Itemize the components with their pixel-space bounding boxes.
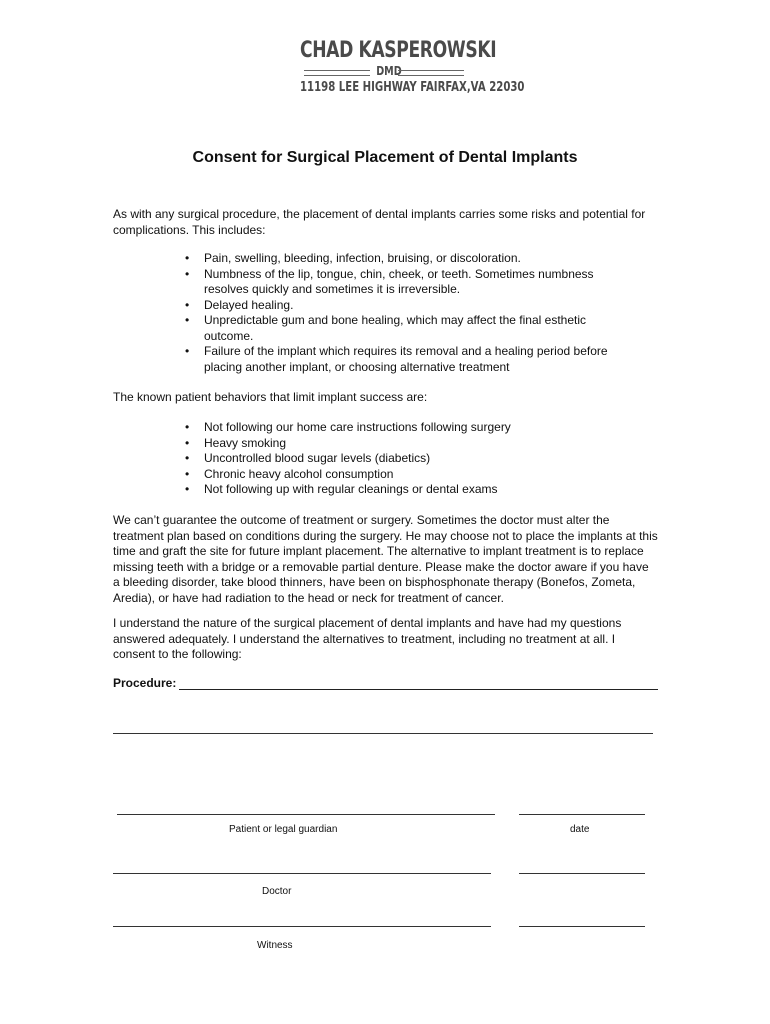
list-item: • Numbness of the lip, tongue, chin, cheek, or teeth. Sometimes numbness resolves quickly and sometimes it is irreversible. [185, 266, 594, 296]
patient-signature-label: Patient or legal guardian [229, 824, 338, 835]
doctor-signature-line[interactable] [113, 873, 491, 874]
guarantee-paragraph: We can’t guarantee the outcome of treatment or surgery. Sometimes the doctor must alter the treatment plan based on conditions during the surgery. He may choose not to place the implants at this time and graft the site for future implant placement. The alternative to implant treatment is to replace missing teeth with a bridge or a removable partial denture. Please make the doctor aware if you have a bleeding disorder, take blood thinners, have been on bisphosphonate therapy (Bonefos, Zometa, Aredia), or have had radiation to the head or neck for treatment of cancer. [113, 513, 658, 605]
witness-signature-line[interactable] [113, 926, 491, 927]
witness-date-line[interactable] [519, 926, 645, 927]
letterhead-rule-left [304, 70, 370, 76]
procedure-label: Procedure: [113, 676, 177, 690]
patient-date-line[interactable] [519, 814, 645, 815]
behaviors-intro: The known patient behaviors that limit implant success are: [113, 390, 428, 404]
list-item: • Unpredictable gum and bone healing, which may affect the final esthetic outcome. [185, 313, 587, 343]
risks-list [185, 251, 625, 375]
list-item: • Delayed healing. [185, 297, 294, 312]
procedure-input-line[interactable] [179, 689, 658, 690]
letterhead-divider [300, 66, 468, 80]
list-item: • Not following up with regular cleanings or dental exams [185, 482, 498, 496]
witness-signature-label: Witness [257, 940, 293, 951]
practice-address: 11198 LEE HIGHWAY FAIRFAX,VA 22030 [300, 80, 525, 95]
letterhead-rule-right [398, 70, 464, 76]
practice-doctor-name: CHAD KASPEROWSKI [300, 38, 497, 63]
doctor-date-line[interactable] [519, 873, 645, 874]
consent-paragraph: I understand the nature of the surgical placement of dental implants and have had my questions answered adequately. I understand the alternatives to treatment, including no treatment at all. I consent to the following: [113, 616, 622, 661]
document-title: Consent for Surgical Placement of Dental Implants [192, 149, 578, 166]
list-item: • Not following our home care instructions following surgery [185, 420, 511, 434]
list-item: • Failure of the implant which requires its removal and a healing period before placing another implant, or choosing alternative treatment [185, 344, 608, 374]
procedure-field[interactable] [113, 676, 658, 692]
list-item: • Heavy smoking [185, 435, 287, 450]
doctor-signature-label: Doctor [262, 886, 292, 897]
list-item: • Chronic heavy alcohol consumption [185, 466, 394, 481]
date-label: date [570, 824, 590, 835]
behaviors-list [185, 420, 625, 498]
procedure-continuation-line[interactable] [113, 733, 653, 734]
list-item: • Pain, swelling, bleeding, infection, bruising, or discoloration. [185, 251, 521, 265]
intro-paragraph: As with any surgical procedure, the placement of dental implants carries some risks and potential for complications. This includes: [113, 207, 646, 237]
practice-letterhead [300, 38, 525, 95]
list-item: • Uncontrolled blood sugar levels (diabetics) [185, 451, 431, 465]
practice-degree: DMD [376, 64, 402, 78]
patient-signature-line[interactable] [117, 814, 495, 815]
